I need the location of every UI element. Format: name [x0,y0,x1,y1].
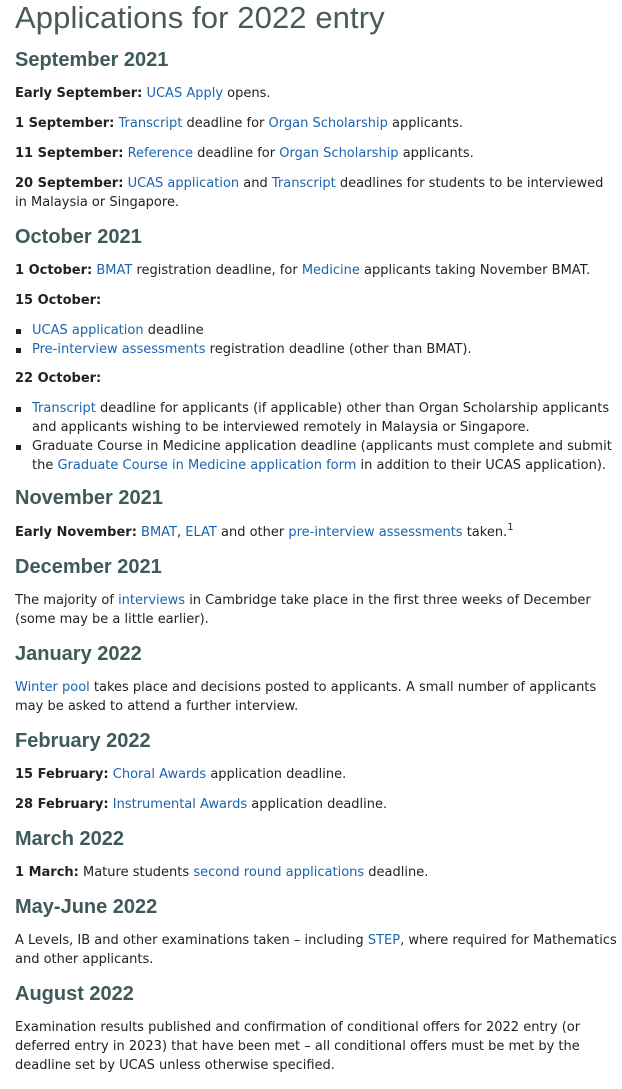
entry-11-september [15,144,617,163]
entry-1-march [15,863,617,882]
entry-early-november [15,523,617,542]
entry-text: deadline for [193,146,280,161]
heading-september-2021: September 2021 [15,49,169,71]
entry-date: Early November: [15,525,137,540]
ucas-application-link[interactable]: UCAS application [127,176,240,191]
elat-link[interactable]: ELAT [185,525,217,540]
entry-date: 11 September: [15,146,124,161]
entry-text: deadline for [182,116,269,131]
list-item-text: deadline [143,323,204,338]
entry-date: 22 October: [15,371,102,386]
heading-may-june-2022: May-June 2022 [15,896,158,918]
entry-1-september [15,114,617,133]
entry-may-june [15,931,617,969]
heading-february-2022: February 2022 [15,730,151,752]
entry-text: and [239,176,272,191]
entry-15-october [15,291,617,310]
entry-date: 20 September: [15,176,124,191]
heading-august-2022: August 2022 [15,983,134,1005]
entry-20-september [15,174,617,212]
medicine-link[interactable]: Medicine [301,263,360,278]
heading-october-2021: October 2021 [15,226,142,248]
entry-date: 1 October: [15,263,93,278]
heading-november-2021: November 2021 [15,487,163,509]
entry-text: applicants. [387,116,464,131]
ucas-application-link[interactable]: UCAS application [32,323,144,338]
entry-text: applicants. [398,146,474,161]
organ-scholarship-link[interactable]: Organ Scholarship [268,116,388,131]
entry-text: Mature students [78,865,194,880]
entry-text: A Levels, IB and other examinations taken – including [15,933,368,948]
entry-text: application deadline. [247,797,388,812]
entry-text: opens. [223,86,271,101]
entry-text: applicants taking November BMAT. [359,263,591,278]
entry-text: and other [216,525,289,540]
graduate-course-form-link[interactable]: Graduate Course in Medicine application form [57,458,357,473]
entry-text: taken. [462,525,508,540]
entry-text: registration deadline, for [132,263,302,278]
list-22-october [15,399,617,475]
entry-text: in Cambridge take place in the first three weeks of December (some may be a little earlier). [15,593,591,627]
second-round-applications-link[interactable]: second round applications [193,865,365,880]
organ-scholarship-link[interactable]: Organ Scholarship [279,146,399,161]
pre-interview-assessments-link[interactable]: pre-interview assessments [288,525,463,540]
reference-link[interactable]: Reference [127,146,194,161]
heading-january-2022: January 2022 [15,643,142,665]
interviews-link[interactable]: interviews [118,593,186,608]
bmat-link[interactable]: BMAT [96,263,133,278]
bmat-link[interactable]: BMAT [141,525,178,540]
entry-date: 15 October: [15,293,102,308]
entry-text: deadline. [364,865,429,880]
transcript-link[interactable]: Transcript [32,401,96,416]
pre-interview-assessments-link[interactable]: Pre-interview assessments [32,342,206,357]
entry-text: deadlines for students to be interviewed in Malaysia or Singapore. [15,176,604,210]
entry-text: Examination results published and confirmation of conditional offers for 2022 entry (or deferred entry in 2023) that have been met – all conditional offers must be met by the deadline set by UCAS unless otherwise specified. [15,1020,581,1073]
entry-august [15,1018,617,1075]
entry-text: The majority of [15,593,119,608]
list-15-october [15,321,617,359]
list-item-text: registration deadline (other than BMAT). [205,342,472,357]
entry-text: , [177,525,186,540]
list-item-text: Graduate Course in Medicine application deadline (applicants must complete and submit the [32,439,612,473]
transcript-link[interactable]: Transcript [271,176,336,191]
transcript-link[interactable]: Transcript [118,116,183,131]
list-item [15,399,617,437]
entry-1-october [15,261,617,280]
entry-date: Early September: [15,86,143,101]
heading-december-2021: December 2021 [15,556,162,578]
list-item-text: in addition to their UCAS application). [356,458,607,473]
heading-march-2022: March 2022 [15,828,124,850]
entry-text: , where required for Mathematics and other applicants. [15,933,617,967]
list-item-text: deadline for applicants (if applicable) other than Organ Scholarship applicants and applicants wishing to be interviewed remotely in Malaysia or Singapore. [32,401,610,435]
entry-15-february [15,765,617,784]
list-item [15,437,617,475]
entry-december [15,591,617,629]
entry-date: 15 February: [15,767,109,782]
list-item [15,340,617,359]
entry-early-september [15,84,617,103]
ucas-apply-link[interactable]: UCAS Apply [146,86,224,101]
entry-text: application deadline. [206,767,347,782]
entry-date: 1 March: [15,865,79,880]
winter-pool-link[interactable]: Winter pool [15,680,90,695]
footnote-marker[interactable]: 1 [507,521,514,533]
step-link[interactable]: STEP [367,933,401,948]
entry-january [15,678,617,716]
choral-awards-link[interactable]: Choral Awards [112,767,207,782]
entry-date: 28 February: [15,797,109,812]
list-item [15,321,617,340]
entry-28-february [15,795,617,814]
page-title: Applications for 2022 entry [15,0,385,35]
instrumental-awards-link[interactable]: Instrumental Awards [112,797,248,812]
entry-22-october [15,369,617,388]
entry-date: 1 September: [15,116,115,131]
entry-text: takes place and decisions posted to applicants. A small number of applicants may be asked to attend a further interview. [15,680,597,714]
